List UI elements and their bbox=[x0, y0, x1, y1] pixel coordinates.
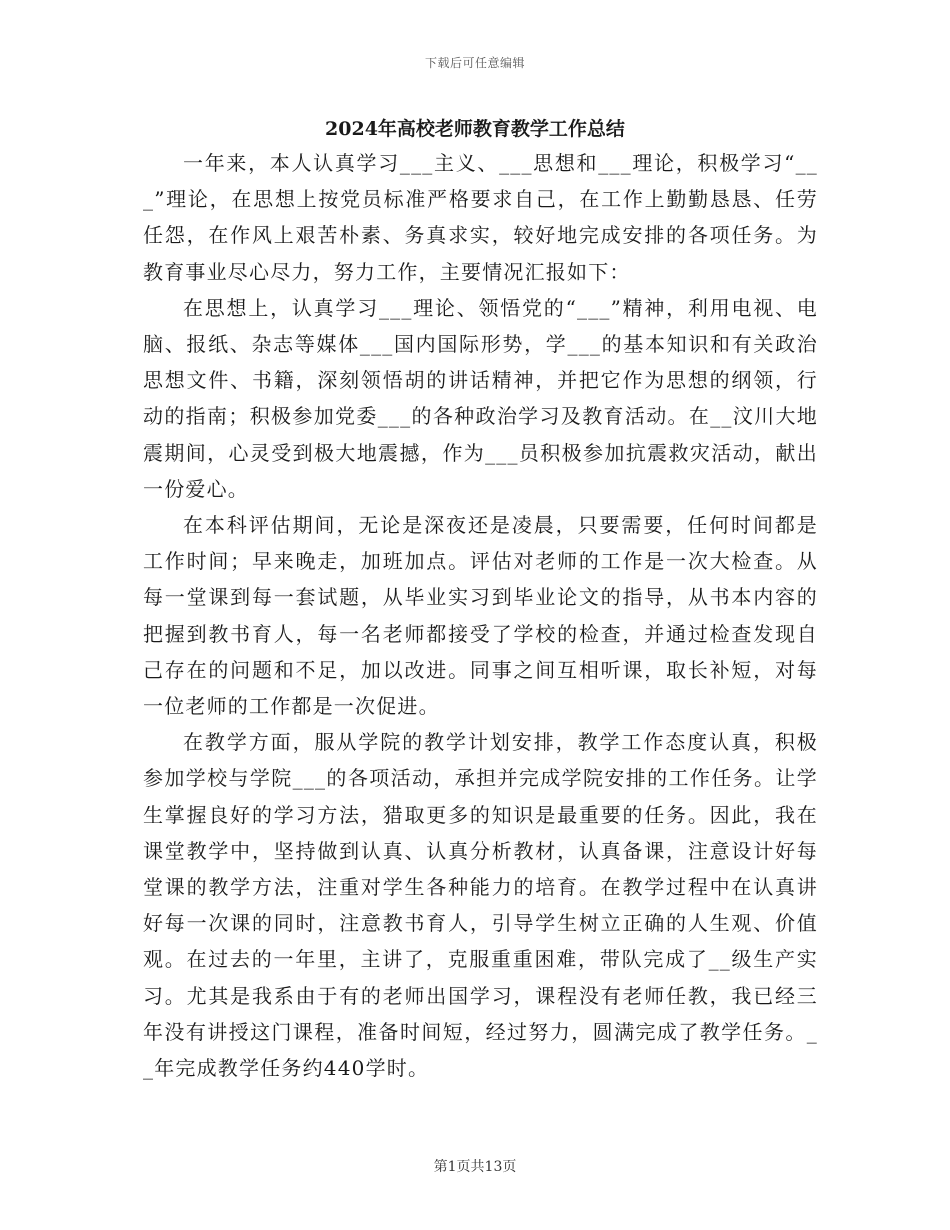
paragraph-teaching: 在教学方面，服从学院的教学计划安排，教学工作态度认真，积极参加学校与学院___的各项活动，承担并完成学院安排的工作任务。让学生掌握良好的学习方法，猎取更多的知识是最重要的任务。因此，我在课堂教学中，坚持做到认真、认真分析教材，认真备课，注意设计好每堂课的教学方法，注重对学生各种能力的培育。在教学过程中在认真讲好每一次课的同时，注意教书育人，引导学生树立正确的人生观、价值观。在过去的一年里，主讲了，克服重重困难，带队完成了__级生产实习。尤其是我系由于有的老师出国学习，课程没有老师任教，我已经三年没有讲授这门课程，准备时间短，经过努力，圆满完成了教学任务。__年完成教学任务约440学时。 bbox=[143, 730, 818, 1081]
header-note: 下载后可任意编辑 bbox=[424, 56, 525, 70]
page-number-footer: 第1页共13页 bbox=[433, 1159, 517, 1175]
paragraph-evaluation: 在本科评估期间，无论是深夜还是凌晨，只要需要，任何时间都是工作时间；早来晚走，加班加点。评估对老师的工作是一次大检查。从每一堂课到每一套试题，从毕业实习到毕业论文的指导，从书本内容的把握到教书育人，每一名老师都接受了学校的检查，并通过检查发现自己存在的问题和不足，加以改进。同事之间互相听课，取长补短，对每一位老师的工作都是一次促进。 bbox=[143, 513, 818, 719]
paragraph-ideology: 在思想上，认真学习___理论、领悟党的“___”精神，利用电视、电脑、报纸、杂志等媒体___国内国际形势，学___的基本知识和有关政治思想文件、书籍，深刻领悟胡的讲话精神，并把它作为思想的纲领，行动的指南；积极参加党委___的各种政治学习及教育活动。在__汶川大地震期间，心灵受到极大地震撼，作为___员积极参加抗震救灾活动，献出一份爱心。 bbox=[143, 295, 818, 501]
document-body bbox=[143, 145, 818, 1086]
paragraph-intro: 一年来，本人认真学习___主义、___思想和___理论，积极学习“___”理论，在思想上按党员标准严格要求自己，在工作上勤勤恳恳、任劳任怨，在作风上艰苦朴素、务真求实，较好地完成安排的各项任务。为教育事业尽心尽力，努力工作，主要情况汇报如下： bbox=[143, 151, 818, 284]
document-title: 2024年高校老师教育教学工作总结 bbox=[325, 118, 625, 140]
